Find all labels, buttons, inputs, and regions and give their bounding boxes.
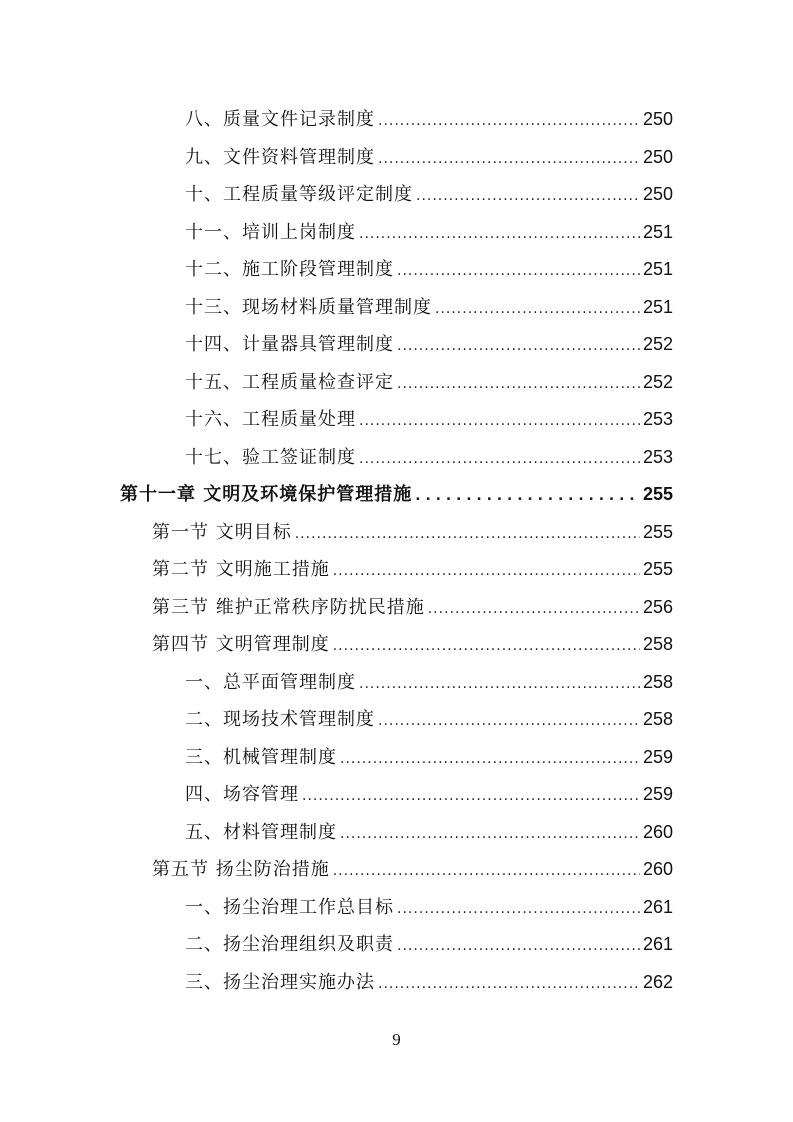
toc-entry[interactable] [0,776,673,814]
toc-entry[interactable] [0,176,673,214]
toc-entry-title: 十三、现场材料质量管理制度 [185,296,432,318]
toc-entry-title: 十、工程质量等级评定制度 [185,184,413,205]
toc-entry[interactable] [0,551,673,589]
dot-leader [397,366,640,404]
toc-entry-page: 250 [642,184,673,204]
toc-entry[interactable] [0,401,673,439]
toc-entry[interactable] [0,514,673,552]
dot-leader [295,516,640,554]
toc-entry-page: 259 [642,746,673,767]
toc-entry-page: 260 [642,859,673,879]
toc-entry-title: 四、场容管理 [185,784,299,805]
toc-entry-title: 第十一章 文明及环境保护管理措施 [120,484,413,505]
toc-entry-title: 十七、验工签证制度 [185,446,356,468]
toc-entry-page: 256 [642,596,673,617]
toc-entry[interactable] [0,476,673,514]
toc-entry[interactable] [0,926,673,964]
toc-entry[interactable] [0,814,673,852]
toc-entry-page: 262 [642,971,673,992]
toc-entry-page: 255 [642,484,673,504]
toc-entry[interactable] [0,889,673,927]
toc-entry-title: 九、文件资料管理制度 [185,146,375,168]
toc-entry-title: 十六、工程质量处理 [185,409,356,430]
dot-leader [435,291,640,329]
dot-leader [397,253,640,291]
toc-entry-title: 二、现场技术管理制度 [185,709,375,730]
dot-leader [416,178,640,216]
page-number: 9 [392,1030,401,1049]
toc-entry-page: 258 [642,709,673,729]
toc-entry-page: 252 [642,371,673,392]
toc-entry-title: 第二节 文明施工措施 [152,559,330,580]
toc-entry-title: 第三节 维护正常秩序防扰民措施 [152,596,425,618]
toc-entry-title: 一、扬尘治理工作总目标 [185,896,394,918]
toc-entry-page: 253 [642,446,673,467]
toc-entry-title: 第一节 文明目标 [152,521,292,543]
toc-entry-page: 252 [642,334,673,354]
toc-entry-page: 255 [642,559,673,579]
dot-leader [359,216,640,254]
toc-entry-page: 251 [642,221,673,242]
toc-entry-page: 250 [642,146,673,167]
dot-leader [340,816,640,854]
toc-entry[interactable] [0,326,673,364]
toc-entry-title: 三、机械管理制度 [185,746,337,768]
toc-entry-title: 五、材料管理制度 [185,821,337,843]
toc-entry[interactable] [0,214,673,252]
toc-entry-title: 二、扬尘治理组织及职责 [185,934,394,955]
toc-entry-page: 251 [642,259,673,279]
toc-entry[interactable] [0,289,673,327]
toc-entry-title: 十四、计量器具管理制度 [185,334,394,355]
dot-leader [397,891,640,929]
dot-leader [378,141,640,179]
toc-entry-page: 258 [642,671,673,692]
toc-entry-page: 258 [642,634,673,654]
dot-leader [359,441,640,479]
table-of-contents [0,101,793,1001]
dot-leader [333,853,640,891]
toc-entry[interactable] [0,251,673,289]
dot-leader [359,403,640,441]
toc-entry-title: 第五节 扬尘防治措施 [152,859,330,880]
toc-entry-title: 一、总平面管理制度 [185,671,356,693]
dot-leader [378,966,640,1004]
dot-leader [340,741,640,779]
toc-entry[interactable] [0,701,673,739]
toc-entry-title: 第四节 文明管理制度 [152,634,330,655]
toc-entry-title: 十二、施工阶段管理制度 [185,259,394,280]
dot-leader [378,703,640,741]
toc-entry[interactable] [0,139,673,177]
toc-entry-title: 十一、培训上岗制度 [185,221,356,243]
toc-entry[interactable] [0,664,673,702]
toc-entry-page: 250 [642,109,673,129]
dot-leader [333,553,640,591]
toc-entry-page: 260 [642,821,673,842]
dot-leader [397,928,640,966]
dot-leader [359,666,640,704]
dot-leader [378,103,640,141]
toc-entry-page: 255 [642,521,673,542]
toc-entry[interactable] [0,964,673,1002]
toc-entry-page: 261 [642,896,673,917]
toc-entry[interactable] [0,851,673,889]
dot-leader [415,478,640,516]
dot-leader [428,591,640,629]
toc-entry-page: 253 [642,409,673,429]
toc-entry-page: 251 [642,296,673,317]
dot-leader [302,778,640,816]
toc-entry[interactable] [0,739,673,777]
toc-entry[interactable] [0,101,673,139]
toc-entry-title: 三、扬尘治理实施办法 [185,971,375,993]
toc-entry[interactable] [0,589,673,627]
toc-entry-title: 十五、工程质量检查评定 [185,371,394,393]
toc-entry[interactable] [0,364,673,402]
dot-leader [397,328,640,366]
toc-entry-page: 261 [642,934,673,954]
toc-entry-page: 259 [642,784,673,804]
toc-entry-title: 八、质量文件记录制度 [185,109,375,130]
toc-entry[interactable] [0,439,673,477]
dot-leader [333,628,640,666]
toc-entry[interactable] [0,626,673,664]
